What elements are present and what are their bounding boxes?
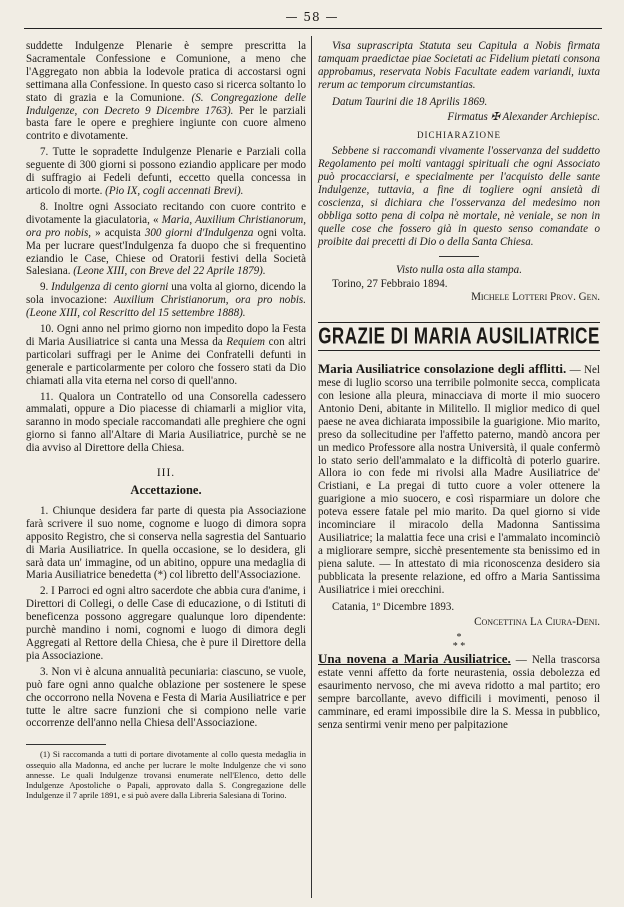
cross-icon: ✠ [490, 110, 500, 123]
paragraph-9-latin: Auxilium Christianorum, ora pro nobis. [113, 294, 306, 307]
section-number: III. [156, 467, 176, 480]
paragraph-8-latin: Maria, Auxilium Christianorum, ora pro nobis, [26, 213, 306, 239]
approval-signature [318, 111, 600, 124]
paragraph-9-indulgence: Indulgenza di cento giorni [51, 281, 169, 294]
paragraph-8-text-b: » acquista [95, 226, 141, 239]
continued-paragraph [26, 40, 306, 143]
left-column [26, 40, 306, 800]
grace-1-title: Maria Ausiliatrice consolazione degli afflitti. [318, 361, 567, 377]
paragraph-9-reference: (Leone XIII, col Rescritto del 15 settembre 1888). [26, 307, 246, 320]
declaration-text: Sebbene si raccomandi vivamente l'osservanza del suddetto Regolamento pei molti vantaggi spirituali che ogni Associato può procacciarsi, e specialmente per l'acquisto delle sante Indulgenze, tuttavia, a fine di togliere ogni ansietà di coscienza, si dichiara che l'osservanza del medesimo non obbliga sotto pena di colpa nè mortale, nè veniale, se non in quelle cose che fossero già in questo senso comandate o proibite dai precetti di Dio o della Santa Chiesa. [318, 145, 600, 248]
grazie-heading: GRAZIE DI MARIA AUSILIATRICE [318, 323, 600, 350]
archbishop-name: Alexander Archiepisc. [502, 110, 600, 123]
asterism-bottom: * * [452, 641, 466, 653]
header-rule [24, 28, 602, 29]
page-number: — 58 — [285, 10, 339, 24]
paragraph-8-text-d: ogni volta. Ma per lucrare quest'Indulgenza fa duopo che si frequentino eziandio le Case, Chiese od Oratorii festivi della Società Salesiana. [26, 226, 306, 278]
firmatus-label: Firmatus [447, 110, 488, 123]
divider-rule [439, 256, 479, 257]
grazie-heading-box [318, 322, 600, 351]
grace-1-text: — Nel mese di luglio scorso una terribile polmonite secca, complicata con lesione alla pleura, minacciava di morte il mio suocero Antonio Deni, abitante in Militello. Il miglior medico di quel paese ne avea dichiarata impossibile la guarigione. Mio marito, preso da sollecitudine per l'affetto paterno, mandò ancora per un medico Professore alla nostra Università, il quale confermò lo stato serio dell'ammalato e la difficoltà di poterlo guarire. Allora io con fede mi rivolsi alla Madre Ausiliatrice de' Cristiani, e La pregai di tutto cuore a voler ottenere la guarigione a mio suocero, e così risparmiare un dolore che poteva essere fatale pel mio marito. Da quel giorno si vide incominciare il miracolo della Madonna Santissima Ausiliatrice; la malattia fece una crisi e l'ammalato incominciò a migliorare sempre, sicchè presentemente sta benissimo ed in piena salute. — In attestato di mia riconoscenza desidero sia pubblicata la presente relazione, ed offro a Maria Santissima Ausiliatrice i miei orecchini. [318, 364, 600, 596]
grace-2 [318, 653, 600, 731]
acceptance-2: 2. I Parroci ed ogni altro sacerdote che abbia cura d'anime, i Direttori di Collegi, o delle Case di educazione, o di Istituti di beneficenza possono aggregare qualunque loro dipendente: purchè mandino i nomi, cognomi e luogo di dimora degli Aggregati al Rettore della Chiesa, che è pure il Direttore della pia Associazione. [26, 585, 306, 662]
paragraph-7-reference: (Pio IX, cogli accennati Brevi). [105, 184, 244, 197]
continued-reference: (S. Congregazione delle Indulgenze, con Decreto 9 Dicembre 1763). [26, 91, 307, 117]
paragraph-10-text-a: 10. Ogni anno nel primo giorno non impedito dopo la Festa di Maria Ausiliatrice si canta una Messa da [26, 323, 306, 348]
paragraph-8-reference: (Leone XIII, con Breve del 22 Aprile 1879). [73, 265, 266, 278]
asterism [318, 633, 600, 651]
asterism-top: * [456, 632, 462, 644]
grace-1 [318, 363, 600, 596]
imprimatur-date: Torino, 27 Febbraio 1894. [332, 277, 448, 290]
continued-text: suddette Indulgenze Plenarie è sempre prescritta la Sacramentale Confessione e Comunione, a meno che l'Aggregato non abbia la lodevole pratica di accostarsi ogni settimana alla Confessione. In questo caso si ricerca soltanto lo stato di grazia e la Comunione. [26, 40, 306, 104]
acceptance-3: 3. Non vi è alcuna annualità pecuniaria: ciascuno, se vuole, può fare ogni anno qualche oblazione per sostenere le spese che occorrono nella Novena e Festa di Maria Ausiliatrice e per tutte le altre sacre funzioni che si compiono nelle varie occorrenze dell'anno nella Chiesa dell'Associazione. [26, 665, 306, 730]
grace-2-title: Una novena a Maria Ausiliatrice. [318, 651, 511, 667]
acceptance-1: 1. Chiunque desidera far parte di questa pia Associazione farà scrivere il suo nome, cognome e luogo di dimora sopra apposito Registro, che si conserva nella sagrestia del Santuario di Maria Ausiliatrice. In quella occasione, se lo desidera, gli sarà data un' immagine, od un abitino, oppure una medaglia di Maria Ausiliatrice benedetta (*) col libretto dell'Associazione. [26, 504, 306, 582]
paragraph-9 [26, 281, 306, 320]
paragraph-10 [26, 323, 306, 388]
paragraph-7-text: 7. Tutte le sopradette Indulgenze Plenarie e Parziali colla seguente di 300 giorni si possono eziandio applicare per modo di suffragio ai Fedeli defunti, eccetto quella concessa in articolo di morte. [26, 146, 306, 197]
approval-date: Datum Taurini die 18 Aprilis 1869. [332, 95, 488, 108]
footnote-rule [26, 744, 106, 745]
paragraph-8-text-a: 8. Inoltre ogni Associato recitando con cuore contrito e divotamente la giaculatoria, « [26, 200, 306, 226]
footnote: (1) Si raccomanda a tutti di portare divotamente al collo questa medaglia in ossequio alla Madonna, ed anche per lucrare le molte Indulgenze che vi sono annesse. Le quali Indulgenze trovansi enumerate nell'Elenco, detto delle Indulgenze Apostoliche o Papali, approvato dalla S. Congregazione delle Indulgenze il 7 aprile 1891, e si può avere dalla Libreria Salesiana di Torino. [26, 749, 306, 801]
paragraph-7 [26, 146, 306, 198]
paragraph-8-indulgence: 300 giorni d'Indulgenza [144, 226, 254, 239]
paragraph-11: 11. Qualora un Contratello od una Consorella cadessero ammalati, oppure a Dio piacesse di chiamarli a miglior vita, saranno in modo speciale raccomandati alle preghiere che ogni giorno si fanno all'Altare di Maria Ausiliatrice, purchè se ne dia avviso al Direttore della Chiesa. [26, 390, 306, 455]
section-title: Accettazione. [130, 483, 202, 497]
grace-2-text: — Nella trascorsa estate venni affetto da forte neurastenia, ossia debolezza ed esaurimento nervoso, che mi aveva ridotto a mal partito; ero sempre barcollante, avevo difficili i movimenti, penoso il camminare, ed erami impossibile dire la S. Messa in pubblico, senza sentirmi venir meno per palpitazione [318, 654, 601, 731]
grace-1-place: Catania, 1º Dicembre 1893. [332, 600, 455, 613]
latin-approval: Visa suprascripta Statuta seu Capitula a Nobis firmata tamquam praedictae piae Societati ac Fidelium pietati consona approbamus, reservata Nobis Facultate eadem variandi, iuxta rerum ac temporum circumstantias. [318, 40, 600, 91]
declaration-title: DICHIARAZIONE [417, 130, 501, 141]
grace-1-signature: Concettina La Ciura-Deni. [474, 616, 600, 629]
paragraph-9-text: una volta al giorno, dicendo la sola invocazione: [26, 281, 306, 307]
continued-text-end: Per le parziali basta fare le opere e preghiere ingiunte con cuore almeno contrito e divotamente. [26, 104, 306, 143]
paragraph-8 [26, 201, 306, 278]
column-divider [311, 36, 312, 898]
right-column [318, 40, 600, 732]
paragraph-10-requiem: Requiem [226, 335, 265, 348]
paragraph-9-number: 9. [40, 281, 49, 294]
paragraph-10-text-b: con altri particolari suffragi per le Anime dei Confratelli defunti in generale e particolarmente per coloro che fossero stati da Dio chiamati alla vita eterna nel corso di quell'anno. [26, 335, 307, 387]
imprimatur-signature: Michele Lotteri Prov. Gen. [471, 291, 600, 304]
imprimatur: Visto nulla osta alla stampa. [396, 263, 522, 276]
